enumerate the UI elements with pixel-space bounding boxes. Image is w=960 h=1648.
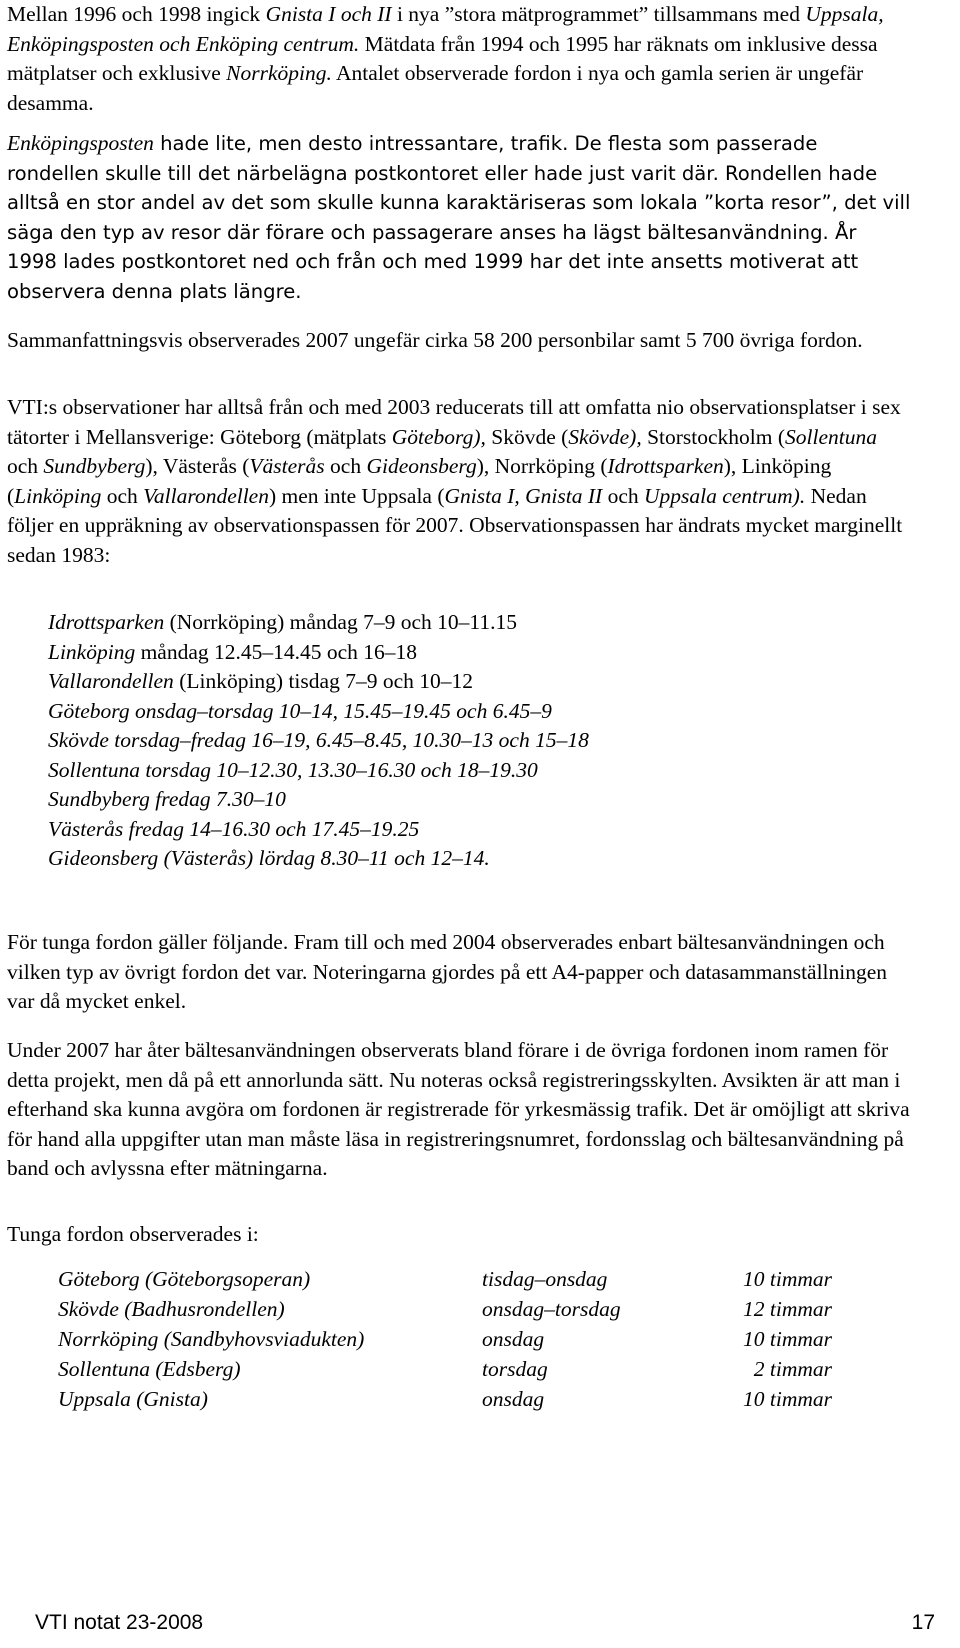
table-cell-place: Uppsala (Gnista) <box>58 1387 208 1411</box>
table-row <box>58 1264 832 1294</box>
text: Skövde ( <box>485 424 569 449</box>
list-item <box>48 726 589 756</box>
table-cell-place: Norrköping (Sandbyhovsviadukten) <box>58 1327 365 1351</box>
table-cell-hours: 12 timmar <box>743 1297 832 1321</box>
observation-schedule-list <box>48 608 589 874</box>
table-cell-place: Sollentuna (Edsberg) <box>58 1357 241 1381</box>
italic-text: Gnista I och II <box>265 2 392 26</box>
schedule-place: Idrottsparken <box>48 610 165 634</box>
heavy-vehicle-table <box>58 1264 832 1414</box>
italic-text: Enköpingsposten <box>7 131 154 155</box>
schedule-place: Sundbyberg fredag 7.30–10 <box>48 787 286 811</box>
italic-text: Västerås <box>249 454 325 478</box>
text: och <box>101 483 144 508</box>
paragraph-sammanfattningsvis <box>7 326 912 356</box>
list-item <box>48 667 589 697</box>
table-cell-hours: 2 timmar <box>753 1357 832 1381</box>
table-cell-days: onsdag <box>482 1387 545 1411</box>
schedule-place: Linköping <box>48 639 136 664</box>
paragraph-vti-observationer <box>7 393 912 570</box>
text: För tunga fordon gäller följande. Fram till och med 2004 observerades enbart bältesanvändningen och vilken typ av övrigt fordon det var. Noteringarna gjordes på ett A4-papper och datasammanställningen var då mycket enkel. <box>7 930 888 1013</box>
table-cell-days: torsdag <box>482 1357 548 1381</box>
table-row <box>58 1294 832 1324</box>
paragraph-under-2007 <box>7 1036 912 1184</box>
footer-report-id: VTI notat 23-2008 <box>35 1611 204 1634</box>
table-cell-hours: 10 timmar <box>743 1387 832 1411</box>
paragraph-mellan-1996 <box>7 0 912 118</box>
table-cell-hours: 10 timmar <box>743 1327 832 1351</box>
text: hade lite, men desto intressantare, trafik. De flesta som passerade rondellen skulle till det närbelägna postkontoret eller hade just varit där. Rondellen hade alltså en stor andel av det som skulle kunna karaktäriseras som lokala ”korta resor”, det vill säga den typ av resor där förare och passagerare anses ha lägst bältesanvändning. År 1998 lades postkontoret ned och från och med 1999 har det inte ansetts motiverat att observera denna plats längre. <box>7 132 911 303</box>
list-item <box>48 608 589 638</box>
table-cell-place: Göteborg (Göteborgsoperan) <box>58 1267 311 1291</box>
text: Sammanfattningsvis observerades 2007 ungefär cirka 58 200 personbilar samt 5 700 övriga fordon. <box>7 328 863 352</box>
table-cell-days: onsdag <box>482 1327 545 1351</box>
table-cell-hours: 10 timmar <box>743 1267 832 1291</box>
schedule-place: Vallarondellen <box>48 669 174 693</box>
footer-page-number: 17 <box>911 1611 935 1634</box>
italic-text: Idrottsparken <box>607 454 724 478</box>
text: och <box>324 454 367 478</box>
paragraph-tunga-fordon-observerades <box>7 1220 912 1250</box>
list-item <box>48 815 589 845</box>
italic-text: Vallarondellen <box>143 483 269 508</box>
text: Antalet observerade fordon i nya och gamla serien är ungefär desamma. <box>7 61 864 115</box>
schedule-details: (Norrköping) måndag 7–9 och 10–11.15 <box>164 610 517 634</box>
schedule-details: (Linköping) tisdag 7–9 och 10–12 <box>173 669 473 693</box>
text: ), Västerås ( <box>145 454 250 478</box>
table-cell-place: Skövde (Badhusrondellen) <box>58 1297 285 1321</box>
text: ), Linköping ( <box>7 454 832 508</box>
text: och <box>602 483 644 508</box>
list-item <box>48 756 589 786</box>
list-item <box>48 638 589 668</box>
paragraph-tunga-fordon <box>7 928 912 1017</box>
text: VTI:s observationer har alltså från och med 2003 reducerats till att omfatta nio observationsplatser i sex tätorter i Mellansverige: Göteborg (mätplats <box>7 395 901 449</box>
schedule-place: Göteborg onsdag–torsdag 10–14, 15.45–19.45 och 6.45–9 <box>48 698 552 723</box>
italic-text: Gnista I, Gnista II <box>444 483 603 508</box>
table-cell-days: tisdag–onsdag <box>482 1267 608 1291</box>
table-row <box>58 1384 832 1414</box>
text: och <box>7 454 44 478</box>
list-item <box>48 785 589 815</box>
paragraph-enkopingsposten <box>7 129 912 306</box>
table-cell-days: onsdag–torsdag <box>482 1297 621 1321</box>
schedule-place: Skövde torsdag–fredag 16–19, 6.45–8.45, 10.30–13 och 15–18 <box>48 728 589 752</box>
text: Tunga fordon observerades i: <box>7 1222 259 1246</box>
text: ), Norrköping ( <box>476 454 608 478</box>
italic-text: Uppsala, Enköpingsposten och Enköping centrum. <box>7 2 884 56</box>
text: i nya ”stora mätprogrammet” tillsammans med <box>391 2 806 26</box>
text: ) men inte Uppsala ( <box>268 483 445 508</box>
schedule-place: Gideonsberg (Västerås) lördag 8.30–11 och 12–14. <box>48 846 490 870</box>
table-row <box>58 1324 832 1354</box>
text: Under 2007 har åter bältesanvändningen observerats bland förare i de övriga fordonen inom ramen för detta projekt, men då på ett annorlunda sätt. Nu noteras också registreringsskylten. Avsikten är att man i efterhand ska kunna avgöra om fordonen är registrerade för yrkesmässig trafik. Det är omöjligt att skriva för hand alla uppgifter utan man måste läsa in registreringsnumret, fordonsslag och bältesanvändning på band och avlyssna efter mätningarna. <box>7 1038 910 1180</box>
text: Storstockholm ( <box>641 424 786 449</box>
italic-text: Uppsala centrum). <box>643 483 806 508</box>
italic-text: Sollentuna <box>785 424 878 449</box>
text: Mellan 1996 och 1998 ingick <box>7 2 266 26</box>
schedule-place: Sollentuna torsdag 10–12.30, 13.30–16.30 och 18–19.30 <box>48 757 538 782</box>
italic-text: Linköping <box>14 483 102 508</box>
text: Nedan följer en uppräkning av observationspassen för 2007. Observationspassen har ändrats mycket marginellt sedan 1983: <box>7 483 903 567</box>
schedule-place: Västerås fredag 14–16.30 och 17.45–19.25 <box>48 816 420 841</box>
table-row <box>58 1354 832 1384</box>
text: Mätdata från 1994 och 1995 har räknats om inklusive dessa mätplatser och exklusive <box>7 31 878 85</box>
list-item <box>48 697 589 727</box>
list-item <box>48 844 589 874</box>
italic-text: Gideonsberg <box>366 454 477 478</box>
italic-text: Sundbyberg <box>43 454 146 478</box>
schedule-details: måndag 12.45–14.45 och 16–18 <box>135 639 418 664</box>
italic-text: Skövde), <box>568 424 642 449</box>
italic-text: Norrköping. <box>226 61 332 85</box>
italic-text: Göteborg), <box>391 424 486 449</box>
